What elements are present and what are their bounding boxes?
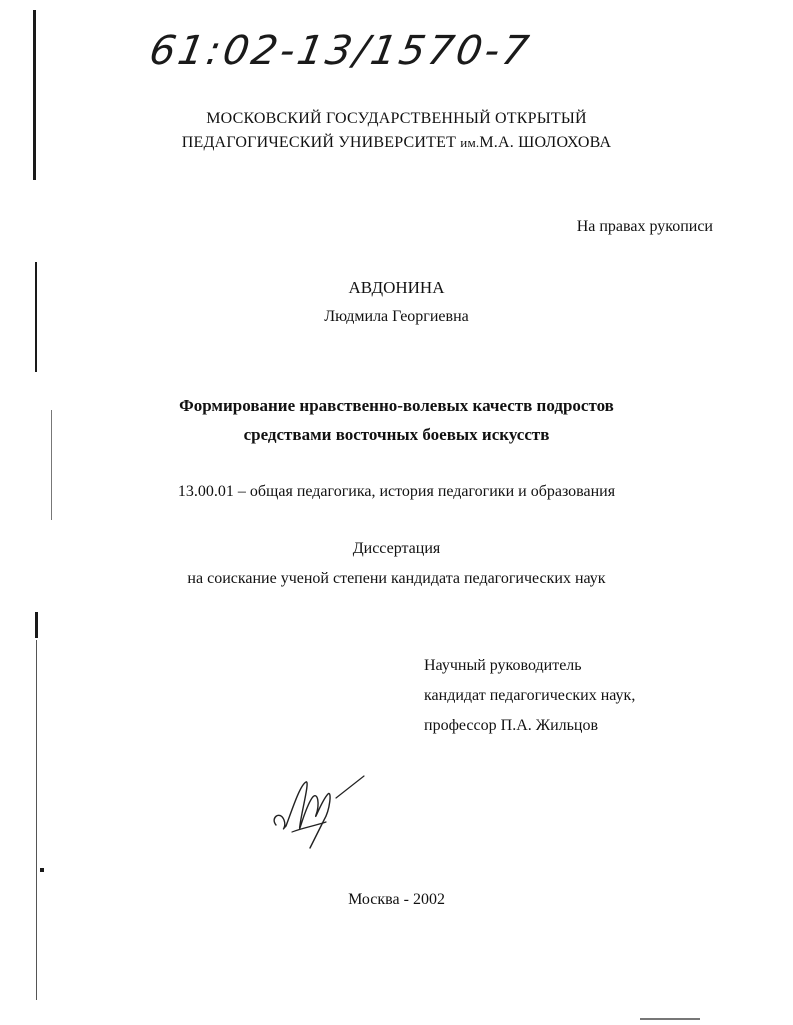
university-name-line-2 (0, 134, 793, 152)
dissertation-title-line-2: средствами восточных боевых искусств (243, 425, 550, 444)
degree-statement: на соискание ученой степени кандидата педагогических наук (187, 570, 606, 587)
rights-note: На правах рукописи (576, 218, 713, 235)
university-name-prefix: им. (460, 135, 480, 150)
city-year: Москва - 2002 (348, 891, 445, 908)
university-name-tail: М.А. ШОЛОХОВА (479, 134, 612, 151)
advisor-label: Научный руководитель (424, 657, 582, 674)
advisor-degree: кандидат педагогических наук, (424, 687, 636, 704)
scan-edge-mark (40, 868, 44, 872)
scan-edge-mark (33, 10, 36, 180)
document-type: Диссертация (352, 540, 441, 557)
scan-edge-mark (640, 1018, 700, 1020)
advisor-name: профессор П.А. Жильцов (424, 717, 599, 734)
author-surname: АВДОНИНА (348, 278, 445, 297)
university-name-line-1: МОСКОВСКИЙ ГОСУДАРСТВЕННЫЙ ОТКРЫТЫЙ (206, 110, 587, 127)
scan-edge-mark (36, 640, 37, 1000)
scan-edge-mark (35, 612, 38, 638)
dissertation-title-line-1: Формирование нравственно-волевых качеств подростов (179, 396, 614, 415)
university-name-main: ПЕДАГОГИЧЕСКИЙ УНИВЕРСИТЕТ (181, 134, 457, 151)
specialty-code: 13.00.01 – общая педагогика, история педагогики и образования (177, 483, 616, 500)
author-given-names: Людмила Георгиевна (324, 308, 469, 325)
signature-mark (262, 770, 372, 860)
archive-code: 61:02-13/1570-7 (145, 28, 535, 74)
